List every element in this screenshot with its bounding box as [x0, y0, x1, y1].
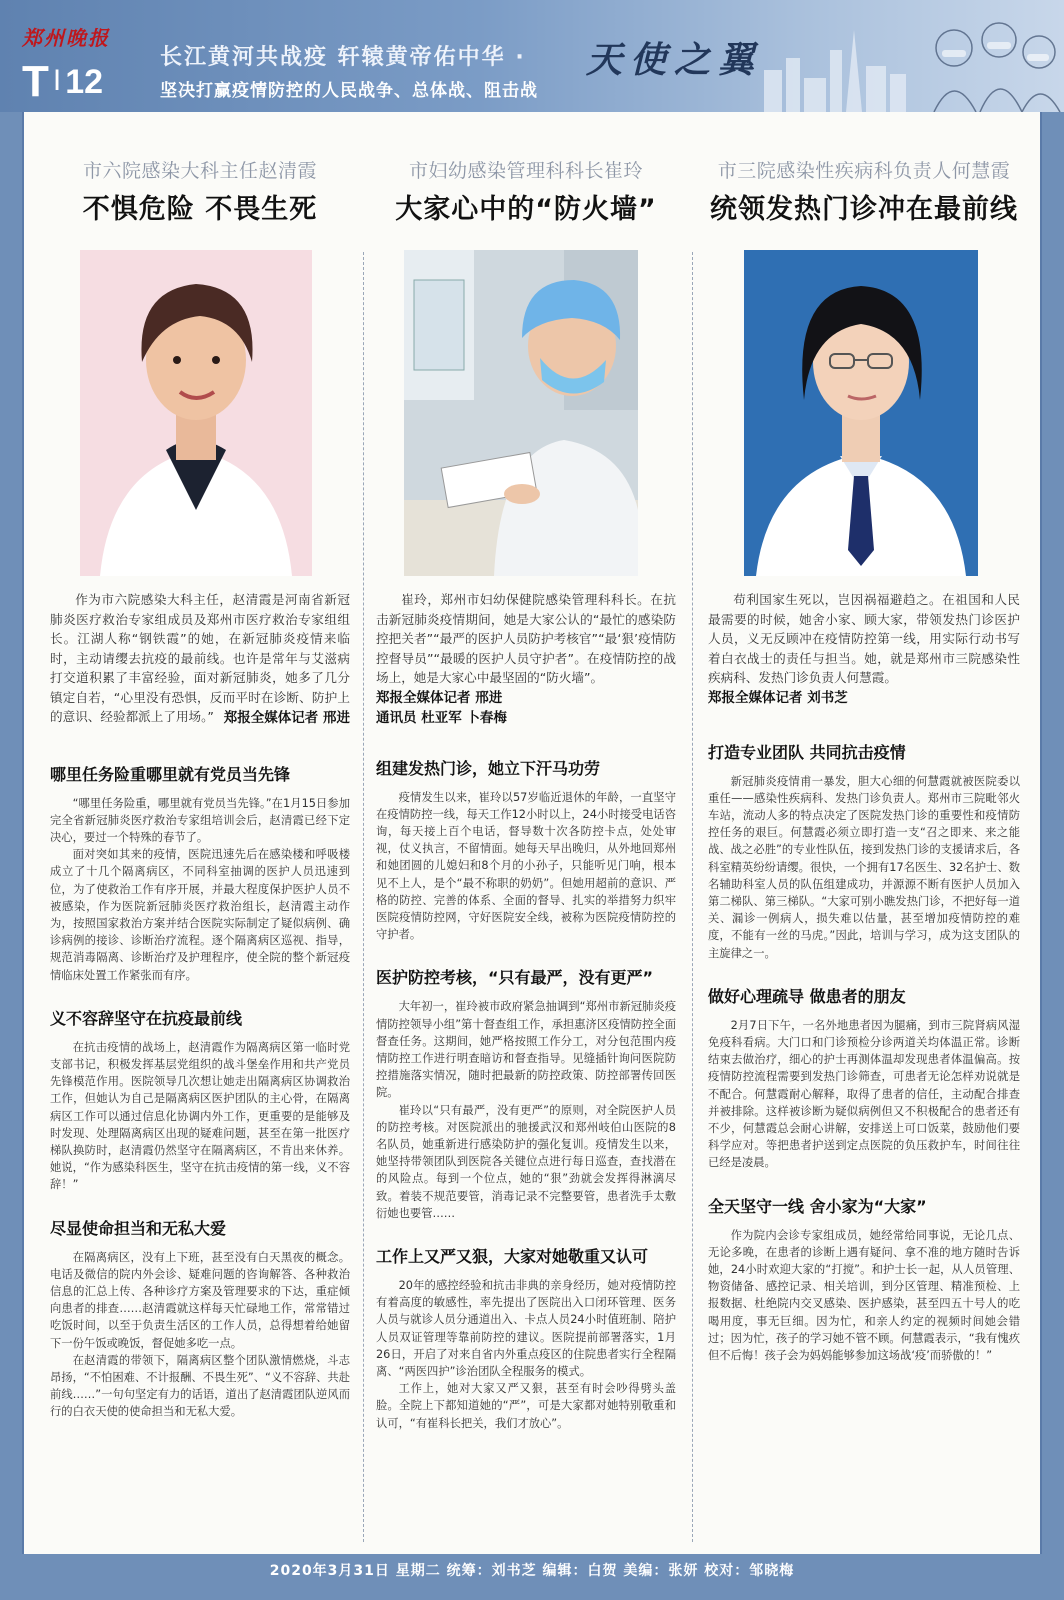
- portrait-photo: [80, 250, 312, 576]
- work-photo: [404, 250, 638, 576]
- page-label: [22, 58, 103, 105]
- section-body: [50, 1039, 350, 1194]
- section-title: 全天坚守一线 舍小家为“大家”: [708, 1196, 927, 1216]
- article-byline: 郑报全媒体记者 刘书芝: [708, 689, 848, 706]
- article-byline-correspondents: 通讯员 杜亚军 卜春梅: [376, 709, 507, 726]
- section-title: 打造专业团队 共同抗击疫情: [708, 742, 906, 762]
- page-number: 12: [65, 63, 104, 101]
- article-kicker: 市三院感染性疾病科负责人何慧霞: [717, 160, 1011, 182]
- section-body: [708, 773, 1020, 962]
- section-title: 工作上又严又狠，大家对她敬重又认可: [376, 1246, 649, 1266]
- section-body: [708, 1017, 1020, 1172]
- paragraph: 崔玲以“只有最严，没有更严”的原则，对全院医护人员的防控考核。对医院派出的驰援武汉和郑州岐伯山医院的8名队员，她重新进行感染防护的强化复训。疫情发生以来，她坚持带领团队到医院各关键位点进行每日巡查，查找潜在的风险点。每到一个位点，她的“狠”劲就会发挥得淋漓尽致。着装不规范要管，消毒记录不完整要管，患者洗手太敷衍她也要管……: [376, 1103, 676, 1220]
- article-lead: 作为市六院感染大科主任，赵清霞是河南省新冠肺炎医疗救治专家组成员及郑州市医疗救治专家组组长。江湖人称“钢铁霞”的她，在新冠肺炎疫情来临时，主动请缨去抗疫的最前线。也许是常年与艾滋病打交道积累了丰富经验，面对新冠肺炎，她多了几分镇定自若，“心里没有恐惧，反而平时在诊断、防护上的意识、经验都派上了用场。”: [50, 592, 350, 724]
- portrait-photo: [744, 250, 978, 576]
- section-body: [376, 789, 676, 944]
- paragraph: 20年的感控经验和抗击非典的亲身经历，她对疫情防控有着高度的敏感性，率先提出了医院出入口闭环管理、医务人员与就诊人员分通道出入、卡点人员24小时值班制、陪护人员双证管理等靠前防控的建议。医院提前部署落实，1月26日，开启了对来自省内外重点疫区的住院患者实行全程隔离、“两医四护”诊治团队全程服务的模式。: [376, 1278, 676, 1378]
- section-title: 尽显使命担当和无私大爱: [50, 1218, 227, 1238]
- section-title: 义不容辞坚守在抗疫最前线: [50, 1008, 243, 1028]
- page-footer: 2020年3月31日 星期二 统筹：刘书芝 编辑：白贺 美编：张妍 校对：邹晓梅: [0, 1554, 1064, 1600]
- column-divider: [363, 252, 364, 1542]
- paragraph: 在抗击疫情的战场上，赵清霞作为隔离病区第一临时党支部书记，积极发挥基层党组织的战斗堡垒作用和共产党员先锋模范作用。医院领导几次想让她走出隔离病区协调救治工作，但她认为自己是隔离病区医护团队的主心骨，在隔离病区工作可以通过信息化协调内外工作，更重要的是能够及时发现、处理隔离病区出现的疑难问题，甚至在第一批医疗梯队换防时，赵清霞仍然坚守在隔离病区，不肯出来休养。她说，“作为感染科医生，坚守在抗击疫情的第一线，义不容辞！”: [50, 1040, 350, 1192]
- section-title: 哪里任务险重哪里就有党员当先锋: [50, 764, 291, 784]
- paragraph: 大年初一，崔玲被市政府紧急抽调到“郑州市新冠肺炎疫情防控领导小组”第十督查组工作，承担惠济区疫情防控全面督查任务。这期间，她严格按照工作分工，对分包范围内疫情防控工作进行明查暗访和督查指导。见缝插针询问医院防控措施落实情况，随时把最新的防控政策、防控部署传回医院。: [376, 1000, 676, 1100]
- article-lead: 崔玲，郑州市妇幼保健院感染管理科科长。在抗击新冠肺炎疫情期间，她是大家公认的“最忙的感染防控把关者”“最严的医护人员防护考核官”“最‘狠’疫情防控督导员”“最暖的医护人员守护者”。在疫情防控的战场上，她是大家心中最坚固的“防火墙”。: [376, 592, 676, 685]
- column-name: 天使之翼: [586, 39, 763, 81]
- skyline-illustration-icon: [754, 0, 1064, 112]
- section-body: [708, 1227, 1020, 1365]
- section-body: [50, 1249, 350, 1421]
- page-separator: I: [52, 64, 62, 97]
- paragraph: “哪里任务险重，哪里就有党员当先锋。”在1月15日参加完全省新冠肺炎医疗救治专家组培训会后，赵清霞已经下定决心，要过一个特殊的春节了。: [50, 796, 350, 844]
- article-headline: 统领发热门诊冲在最前线: [710, 194, 1018, 225]
- content-frame: [22, 112, 1042, 1554]
- paragraph: 面对突如其来的疫情，医院迅速先后在感染楼和呼吸楼成立了十几个隔离病区，不同科室抽调的医护人员迅速到位，为了使救治工作有序开展，并最大程度保护医护人员不被感染，作为医院新冠肺炎医疗救治组长，赵清霞主动作为，按照国家救治方案并结合医院实际制定了疑似病例、确诊病例的接诊、诊断治疗流程。逐个隔离病区巡视、指导，规范消毒隔离、诊断治疗及护理程序，使全院的整个新冠疫情临床处置工作紧张而有序。: [50, 848, 350, 982]
- page-header: [0, 0, 1064, 112]
- paragraph: 新冠肺炎疫情甫一暴发，胆大心细的何慧霞就被医院委以重任——感染性疾病科、发热门诊负责人。郑州市三院毗邻火车站，流动人多的特点决定了医院发热门诊的重要性和疫情防控任务的艰巨。何慧霞必须立即打造一支“召之即来、来之能战、战之必胜”的专业性队伍，接到发热门诊的支援请求后，各科室精英纷纷请缨。很快，一个拥有17名医生、32名护士、数名辅助科室人员的队伍组建成功，并源源不断有医护人员加入第二梯队、第三梯队。“大家可别小瞧发热门诊，不把好每一道关、漏诊一例病人，损失难以估量，甚至增加疫情防控的难度，不能有一丝的马虎。”因此，培训与学习，成为这支团队的主旋律之一。: [708, 774, 1020, 960]
- paragraph: 工作上，她对大家又严又狠，甚至有时会吵得劈头盖脸。全院上下都知道她的“严”，可是大家都对她特别敬重和认可，“有崔科长把关，我们才放心”。: [376, 1382, 676, 1430]
- header-slogan: 长江黄河共战疫 轩辕黄帝佑中华 ·: [160, 45, 526, 70]
- section-title: 做好心理疏导 做患者的朋友: [708, 986, 906, 1006]
- article-kicker: 市六院感染大科主任赵清霞: [82, 160, 317, 182]
- section-body: [376, 998, 676, 1222]
- newspaper-logo: 郑州晚报: [22, 26, 110, 50]
- article-headline: 不惧危险 不畏生死: [82, 194, 318, 225]
- doctor-portrait-icon: [80, 250, 312, 576]
- doctor-portrait-icon: [744, 250, 978, 576]
- section-title: 医护防控考核，“只有最严，没有更严”: [376, 968, 654, 988]
- article-zhao-qingxia: [50, 112, 350, 1554]
- paragraph: 作为院内会诊专家组成员，她经常给同事说，无论几点、无论多晚，在患者的诊断上遇有疑问、拿不准的地方随时告诉她，24小时欢迎大家的“打搅”。和护士长一起，从人员管理、物资储备、感控记录、相关培训，到分区管理、精准预检、上报数据、杜绝院内交叉感染、医护感染，甚至四五十号人的吃喝用度，事无巨细。因为忙，和亲人约定的视频时间她会错过；因为忙，孩子的学习她不管不顾。何慧霞表示，“我有愧疚但不后悔！孩子会为妈妈能够参加这场战‘疫’而骄傲的！”: [708, 1228, 1020, 1362]
- article-byline: 郑报全媒体记者 邢进: [223, 709, 350, 726]
- column-divider: [692, 252, 693, 1542]
- doctor-at-desk-icon: [404, 250, 638, 576]
- article-headline: 大家心中的“防火墙”: [395, 194, 657, 225]
- page-letter: T: [22, 57, 49, 106]
- header-subslogan: 坚决打赢疫情防控的人民战争、总体战、阻击战: [160, 81, 538, 101]
- paragraph: 在赵清霞的带领下，隔离病区整个团队激情燃烧，斗志昂扬，“不怕困难、不计报酬、不畏生死”、“义不容辞、共赴前线……”一句句坚定有力的话语，道出了赵清霞团队逆风而行的白衣天使的使命担当和无私大爱。: [50, 1353, 350, 1419]
- section-body: [376, 1277, 676, 1432]
- paragraph: 2月7日下午，一名外地患者因为腿痛，到市三院肾病风湿免疫科看病。大门口和门诊预检分诊两道关均体温正常。诊断结束去做治疗，细心的护士再测体温却发现患者体温偏高。按疫情防控流程需要到发热门诊筛查，可患者无论怎样劝说就是不配合。何慧霞耐心解释，取得了患者的信任，主动配合排查并被排除。这样被诊断为疑似病例但又不积极配合的患者还有不少，何慧霞总会耐心讲解，安排送上可口饭菜，鼓励他们要科学应对。等把患者护送到定点医院的负压救护车，时间往往已经是凌晨。: [708, 1018, 1020, 1170]
- article-kicker: 市妇幼感染管理科科长崔玲: [408, 160, 643, 182]
- paragraph: 疫情发生以来，崔玲以57岁临近退休的年龄，一直坚守在疫情防控一线，每天工作12小时以上，24小时接受电话咨询，每天接上百个电话，督导数十次各防控卡点，处处审视，仗义执言，不留情面。她每天早出晚归，从外地回郑州和她团圆的儿媳妇和8个月的小孙子，只能听见门响，根本见不上人，是个“最不称职的奶奶”。但她用超前的意识、严格的防控、完善的体系、全面的督导、扎实的举措努力织牢医院疫情防控网，守好医院安全线，被称为医院疫情防控的守护者。: [376, 790, 676, 942]
- article-byline: 郑报全媒体记者 邢进: [376, 689, 503, 706]
- article-cui-ling: [376, 112, 676, 1554]
- section-title: 组建发热门诊，她立下汗马功劳: [376, 758, 601, 778]
- section-body: [50, 795, 350, 984]
- paragraph: 在隔离病区，没有上下班，甚至没有白天黑夜的概念。电话及微信的院内外会诊、疑难问题的咨询解答、各种救治信息的汇总上传、各种诊疗方案及管理要求的下达，重症倾向患者的排查……赵清霞就这样每天忙碌地工作，常常错过吃饭时间，以至于负责生活区的工作人员，总得想着给她留下一份午饭或晚饭，督促她多吃一点。: [50, 1250, 350, 1350]
- article-lead: 苟利国家生死以，岂因祸福避趋之。在祖国和人民最需要的时候，她舍小家、顾大家，带领发热门诊医护人员，义无反顾冲在疫情防控第一线，用实际行动书写着白衣战士的责任与担当。她，就是郑州市三院感染性疾病科、发热门诊负责人何慧霞。: [708, 592, 1020, 685]
- article-he-huixia: [708, 112, 1020, 1554]
